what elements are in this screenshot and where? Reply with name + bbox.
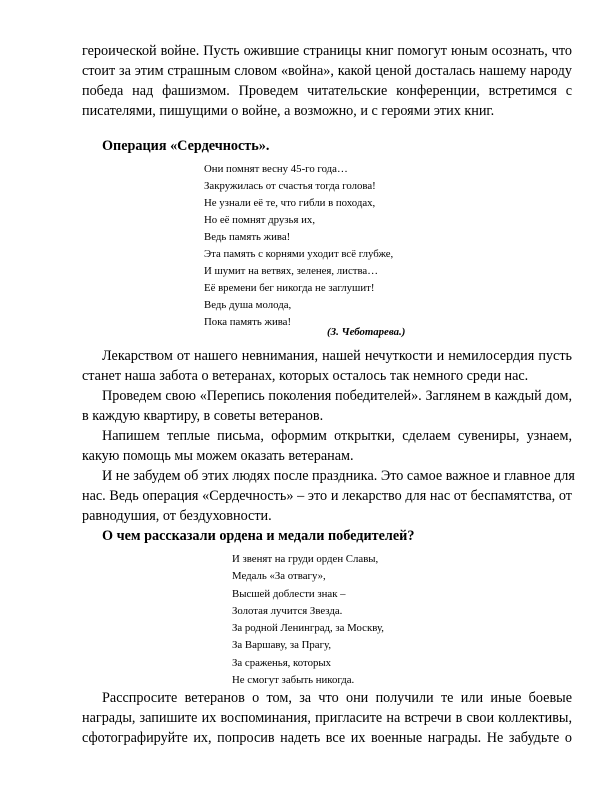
poem-line: Они помнят весну 45-го года… — [204, 163, 348, 175]
poem-line: Пока память жива! — [204, 316, 292, 328]
paragraph-care — [82, 346, 572, 386]
text-line: награды, запишите их воспоминания, пригласите на встречи в свои коллективы, — [82, 710, 572, 726]
paragraph-remember — [82, 466, 575, 526]
text-line: станет наша забота о ветеранах, которых осталось так немного среди нас. — [82, 368, 529, 384]
section-heading-medals: О чем рассказали ордена и медали победителей? — [102, 528, 415, 544]
text-line: писателями, пишущими о войне, а возможно, и с героями этих книг. — [82, 103, 495, 119]
text-line: равнодушия, от бездуховности. — [82, 508, 272, 524]
poem-line: Не узнали её те, что гибли в походах, — [204, 197, 376, 209]
poem-line: За сраженья, которых — [232, 656, 332, 669]
poem-line: И звенят на груди орден Славы, — [232, 553, 379, 565]
poem-line: Её времени бег никогда не заглушит! — [204, 282, 375, 294]
text-line: Напишем теплые письма, оформим открытки, сделаем сувениры, узнаем, — [102, 428, 572, 444]
poem-line: Золотая лучится Звезда. — [232, 604, 343, 617]
poem-line: За Варшаву, за Прагу, — [232, 639, 332, 652]
poem-line: Высшей доблести знак – — [232, 587, 346, 600]
poem-line: И шумит на ветвях, зеленея, листва… — [204, 265, 379, 277]
text-line: в каждую квартиру, в советы ветеранов. — [82, 408, 324, 424]
text-line: победа над фашизмом. Проведем читательские конференции, встретимся с — [82, 83, 572, 99]
text-line: И не забудем об этих людях после праздника. Это самое важное и главное для — [102, 468, 575, 484]
poem-stanza-2 — [204, 246, 393, 331]
section-heading-operation: Операция «Сердечность». — [102, 138, 270, 154]
text-line: стоит за этим страшным словом «война», какой ценой досталась нашему народу — [82, 63, 572, 79]
poem-line: За родной Ленинград, за Москву, — [232, 622, 384, 635]
poem-line: Ведь душа молода, — [204, 299, 292, 311]
paragraph-interview — [82, 688, 572, 748]
poem-line: Но её помнят друзья их, — [204, 214, 316, 226]
poem-line: Медаль «За отвагу», — [232, 570, 326, 583]
poem-line: Ведь память жива! — [204, 231, 291, 243]
poem-author: (З. Чеботарева.) — [327, 326, 406, 338]
paragraph-letters — [82, 426, 572, 466]
poem-line: Эта память с корнями уходит всё глубже, — [204, 248, 394, 260]
text-line: нас. Ведь операция «Сердечность» – это и лекарство для нас от беспамятства, от — [82, 488, 572, 504]
text-line: Лекарством от нашего невнимания, нашей нечуткости и немилосердия пусть — [102, 348, 572, 364]
text-line: сфотографируйте их, попросив надеть все их военные награды. Не забудьте о — [82, 730, 572, 746]
text-line: Расспросите ветеранов о том, за что они получили те или иные боевые — [102, 690, 572, 706]
text-line: Проведем свою «Перепись поколения победителей». Заглянем в каждый дом, — [102, 388, 572, 404]
poem-medals — [232, 551, 384, 689]
text-line: какую помощь мы можем оказать ветеранам. — [82, 448, 354, 464]
text-line: героической войне. Пусть ожившие страницы книг помогут юным осознать, что — [82, 43, 572, 59]
poem-line: Не смогут забыть никогда. — [232, 674, 355, 687]
poem-line: Закружилась от счастья тогда голова! — [204, 180, 376, 192]
poem-stanza-1 — [204, 161, 376, 246]
paragraph-census — [82, 386, 572, 426]
intro-paragraph — [82, 41, 572, 121]
